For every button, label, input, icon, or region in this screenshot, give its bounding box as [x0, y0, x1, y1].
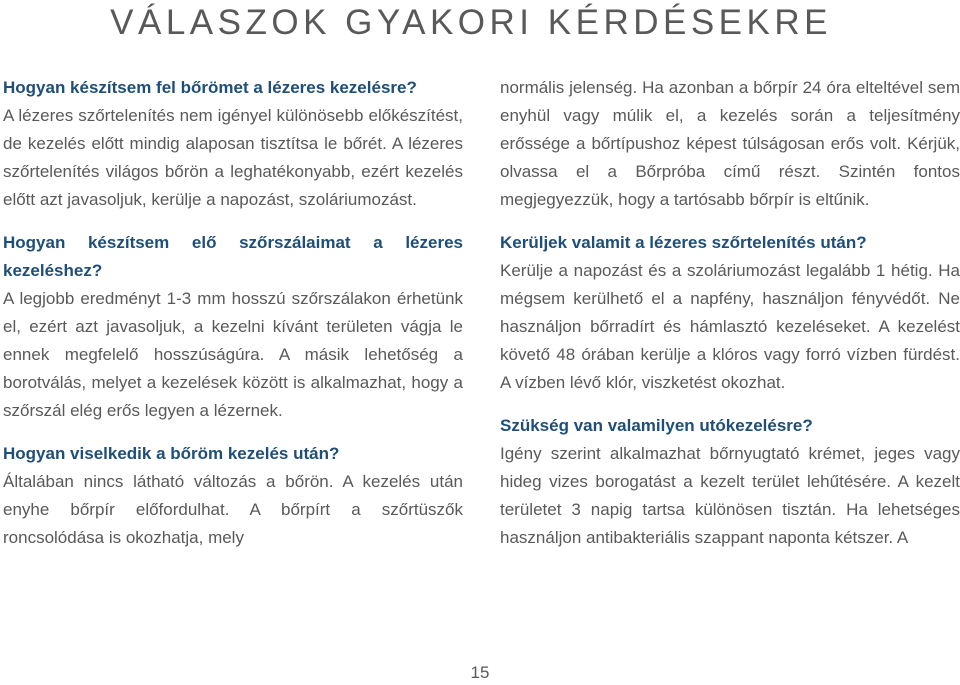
page-title: VÁLASZOK GYAKORI KÉRDÉSEKRE — [110, 3, 832, 42]
faq-answer: Igény szerint alkalmazhat bőrnyugtató krémet, jeges vagy hideg vizes borogatást a kezelt terület lehűtésére. A kezelt területet 3 napig tartsa különösen tisztán. Ha lehetséges használjon antibakteriális szappant naponta kétszer. A — [500, 444, 960, 547]
spacer — [3, 214, 463, 229]
faq-question: Hogyan viselkedik a bőröm kezelés után? — [3, 444, 340, 463]
faq-answer: Általában nincs látható változás a bőrön. A kezelés után enyhe bőrpír előfordulhat. A bőrpírt a szőrtüszők roncsolódása is okozhatja, mely — [3, 472, 463, 547]
faq-question: Szükség van valamilyen utókezelésre? — [500, 416, 813, 435]
right-column — [500, 74, 960, 552]
faq-answer: A lézeres szőrtelenítés nem igényel különösebb előkészítést, de kezelés előtt mindig alaposan tisztítsa le bőrét. A lézeres szőrtelenítés világos bőrön a leghatékonyabb, ezért kezelés előtt azt javasoljuk, kerülje a napozást, szoláriumozást. — [3, 106, 463, 209]
page-number: 15 — [470, 663, 490, 682]
spacer — [3, 425, 463, 440]
faq-answer-continued: normális jelenség. Ha azonban a bőrpír 24 óra elteltével sem enyhül vagy múlik el, a kezelés során a teljesítmény erőssége a bőrtípushoz képest túlságosan erős volt. Kérjük, olvassa el a Bőrpróba című részt. Szintén fontos megjegyezzük, hogy a tartósabb bőrpír is eltűnik. — [500, 78, 960, 209]
faq-question: Hogyan készítsem fel bőrömet a lézeres kezelésre? — [3, 78, 417, 97]
faq-answer: A legjobb eredményt 1-3 mm hosszú szőrszálakon érhetünk el, ezért azt javasoljuk, a kezelni kívánt területen vágja le ennek megfelelő hosszúságúra. A másik lehetőség a borotválás, melyet a kezelések között is alkalmazhat, hogy a szőrszál elég erős legyen a lézernek. — [3, 289, 463, 420]
spacer — [500, 397, 960, 412]
faq-question: Hogyan készítsem elő szőrszálaimat a lézeres kezeléshez? — [3, 233, 463, 280]
faq-answer: Kerülje a napozást és a szoláriumozást legalább 1 hétig. Ha mégsem kerülhető el a napfény, használjon fényvédőt. Ne használjon bőrradírt és hámlasztó kezeléseket. A kezelést követő 48 órában kerülje a klóros vagy forró vízben fürdést. A vízben lévő klór, viszketést okozhat. — [500, 261, 960, 392]
faq-question: Kerüljek valamit a lézeres szőrtelenítés után? — [500, 233, 867, 252]
spacer — [500, 214, 960, 229]
left-column — [3, 74, 463, 552]
